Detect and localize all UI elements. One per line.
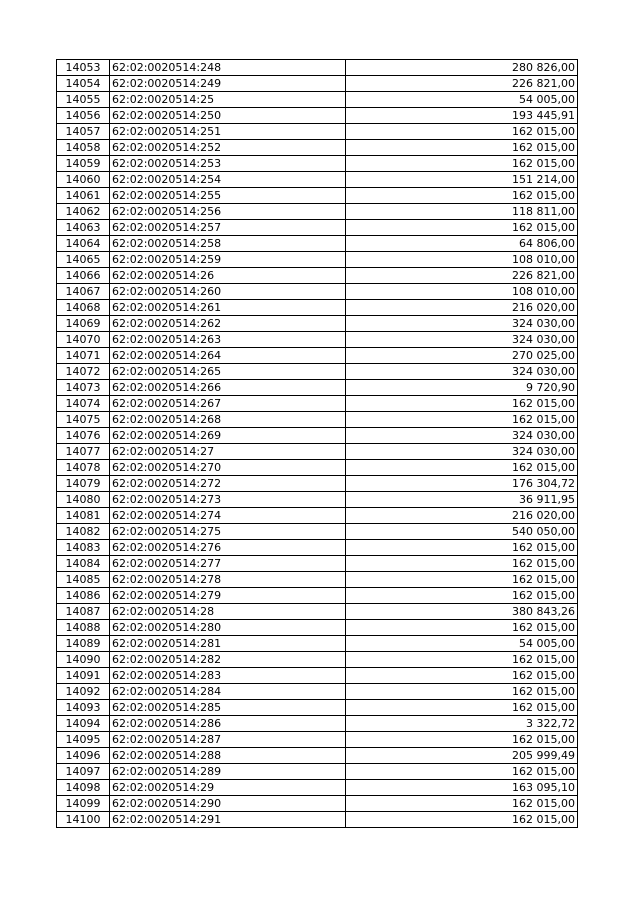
table-row xyxy=(57,684,578,700)
cadastral-number-cell: 62:02:0020514:265 xyxy=(110,364,346,380)
cadastral-number-cell: 62:02:0020514:263 xyxy=(110,332,346,348)
table-row xyxy=(57,236,578,252)
cadastral-value-cell: 162 015,00 xyxy=(346,124,578,140)
table-row xyxy=(57,220,578,236)
cadastral-value-cell: 162 015,00 xyxy=(346,764,578,780)
cadastral-number-cell: 62:02:0020514:268 xyxy=(110,412,346,428)
cadastral-number-cell: 62:02:0020514:255 xyxy=(110,188,346,204)
row-number-cell: 14090 xyxy=(57,652,110,668)
table-row xyxy=(57,364,578,380)
table-row xyxy=(57,284,578,300)
table-row xyxy=(57,252,578,268)
cadastral-value-cell: 193 445,91 xyxy=(346,108,578,124)
table-row xyxy=(57,204,578,220)
table-row xyxy=(57,812,578,828)
table-body xyxy=(57,60,578,828)
cadastral-value-cell: 162 015,00 xyxy=(346,700,578,716)
cadastral-number-cell: 62:02:0020514:281 xyxy=(110,636,346,652)
table-row xyxy=(57,700,578,716)
table-row xyxy=(57,588,578,604)
cadastral-number-cell: 62:02:0020514:262 xyxy=(110,316,346,332)
table-row xyxy=(57,748,578,764)
cadastral-number-cell: 62:02:0020514:270 xyxy=(110,460,346,476)
table-row xyxy=(57,540,578,556)
table-row xyxy=(57,156,578,172)
table-row xyxy=(57,60,578,76)
table-row xyxy=(57,764,578,780)
cadastral-value-cell: 324 030,00 xyxy=(346,428,578,444)
cadastral-value-cell: 36 911,95 xyxy=(346,492,578,508)
cadastral-value-cell: 162 015,00 xyxy=(346,556,578,572)
table-row xyxy=(57,572,578,588)
cadastral-number-cell: 62:02:0020514:259 xyxy=(110,252,346,268)
cadastral-value-cell: 162 015,00 xyxy=(346,668,578,684)
row-number-cell: 14098 xyxy=(57,780,110,796)
cadastral-value-cell: 108 010,00 xyxy=(346,284,578,300)
cadastral-number-cell: 62:02:0020514:276 xyxy=(110,540,346,556)
row-number-cell: 14068 xyxy=(57,300,110,316)
cadastral-number-cell: 62:02:0020514:287 xyxy=(110,732,346,748)
table-row xyxy=(57,300,578,316)
cadastral-number-cell: 62:02:0020514:269 xyxy=(110,428,346,444)
row-number-cell: 14069 xyxy=(57,316,110,332)
cadastral-number-cell: 62:02:0020514:264 xyxy=(110,348,346,364)
row-number-cell: 14096 xyxy=(57,748,110,764)
cadastral-number-cell: 62:02:0020514:279 xyxy=(110,588,346,604)
cadastral-number-cell: 62:02:0020514:284 xyxy=(110,684,346,700)
cadastral-number-cell: 62:02:0020514:256 xyxy=(110,204,346,220)
row-number-cell: 14057 xyxy=(57,124,110,140)
cadastral-number-cell: 62:02:0020514:282 xyxy=(110,652,346,668)
cadastral-number-cell: 62:02:0020514:272 xyxy=(110,476,346,492)
cadastral-value-cell: 162 015,00 xyxy=(346,396,578,412)
table-row xyxy=(57,652,578,668)
cadastral-number-cell: 62:02:0020514:280 xyxy=(110,620,346,636)
cadastral-number-cell: 62:02:0020514:275 xyxy=(110,524,346,540)
cadastral-number-cell: 62:02:0020514:27 xyxy=(110,444,346,460)
cadastral-value-cell: 3 322,72 xyxy=(346,716,578,732)
cadastral-value-cell: 162 015,00 xyxy=(346,652,578,668)
cadastral-value-cell: 54 005,00 xyxy=(346,636,578,652)
cadastral-value-cell: 9 720,90 xyxy=(346,380,578,396)
cadastral-number-cell: 62:02:0020514:254 xyxy=(110,172,346,188)
table-row xyxy=(57,716,578,732)
cadastral-number-cell: 62:02:0020514:290 xyxy=(110,796,346,812)
row-number-cell: 14071 xyxy=(57,348,110,364)
cadastral-value-cell: 108 010,00 xyxy=(346,252,578,268)
row-number-cell: 14097 xyxy=(57,764,110,780)
table-row xyxy=(57,124,578,140)
cadastral-value-cell: 162 015,00 xyxy=(346,812,578,828)
row-number-cell: 14091 xyxy=(57,668,110,684)
cadastral-number-cell: 62:02:0020514:273 xyxy=(110,492,346,508)
table-row xyxy=(57,732,578,748)
table-row xyxy=(57,620,578,636)
cadastral-number-cell: 62:02:0020514:25 xyxy=(110,92,346,108)
cadastral-value-cell: 162 015,00 xyxy=(346,188,578,204)
cadastral-value-cell: 162 015,00 xyxy=(346,684,578,700)
cadastral-value-cell: 162 015,00 xyxy=(346,156,578,172)
table-row xyxy=(57,492,578,508)
cadastral-value-cell: 162 015,00 xyxy=(346,220,578,236)
cadastral-value-cell: 216 020,00 xyxy=(346,508,578,524)
cadastral-number-cell: 62:02:0020514:253 xyxy=(110,156,346,172)
row-number-cell: 14075 xyxy=(57,412,110,428)
row-number-cell: 14070 xyxy=(57,332,110,348)
table-row xyxy=(57,668,578,684)
row-number-cell: 14088 xyxy=(57,620,110,636)
row-number-cell: 14080 xyxy=(57,492,110,508)
cadastral-value-cell: 162 015,00 xyxy=(346,796,578,812)
table-row xyxy=(57,188,578,204)
cadastral-number-cell: 62:02:0020514:261 xyxy=(110,300,346,316)
row-number-cell: 14076 xyxy=(57,428,110,444)
cadastral-value-cell: 162 015,00 xyxy=(346,588,578,604)
table-row xyxy=(57,796,578,812)
row-number-cell: 14067 xyxy=(57,284,110,300)
cadastral-number-cell: 62:02:0020514:289 xyxy=(110,764,346,780)
cadastral-number-cell: 62:02:0020514:257 xyxy=(110,220,346,236)
row-number-cell: 14064 xyxy=(57,236,110,252)
cadastral-number-cell: 62:02:0020514:267 xyxy=(110,396,346,412)
table-row xyxy=(57,316,578,332)
row-number-cell: 14073 xyxy=(57,380,110,396)
cadastral-value-cell: 280 826,00 xyxy=(346,60,578,76)
cadastral-value-cell: 205 999,49 xyxy=(346,748,578,764)
row-number-cell: 14082 xyxy=(57,524,110,540)
cadastral-value-cell: 324 030,00 xyxy=(346,316,578,332)
table-row xyxy=(57,332,578,348)
cadastral-value-cell: 226 821,00 xyxy=(346,268,578,284)
row-number-cell: 14093 xyxy=(57,700,110,716)
cadastral-value-cell: 226 821,00 xyxy=(346,76,578,92)
row-number-cell: 14072 xyxy=(57,364,110,380)
cadastral-number-cell: 62:02:0020514:249 xyxy=(110,76,346,92)
row-number-cell: 14060 xyxy=(57,172,110,188)
cadastral-value-cell: 162 015,00 xyxy=(346,460,578,476)
row-number-cell: 14062 xyxy=(57,204,110,220)
cadastral-value-cell: 270 025,00 xyxy=(346,348,578,364)
cadastral-number-cell: 62:02:0020514:258 xyxy=(110,236,346,252)
cadastral-value-cell: 176 304,72 xyxy=(346,476,578,492)
row-number-cell: 14066 xyxy=(57,268,110,284)
row-number-cell: 14065 xyxy=(57,252,110,268)
cadastral-value-cell: 163 095,10 xyxy=(346,780,578,796)
cadastral-value-cell: 118 811,00 xyxy=(346,204,578,220)
cadastral-number-cell: 62:02:0020514:260 xyxy=(110,284,346,300)
row-number-cell: 14085 xyxy=(57,572,110,588)
table-row xyxy=(57,604,578,620)
table-row xyxy=(57,508,578,524)
row-number-cell: 14086 xyxy=(57,588,110,604)
cadastral-value-cell: 162 015,00 xyxy=(346,732,578,748)
table-row xyxy=(57,108,578,124)
table-row xyxy=(57,444,578,460)
cadastral-number-cell: 62:02:0020514:286 xyxy=(110,716,346,732)
table-row xyxy=(57,636,578,652)
cadastral-number-cell: 62:02:0020514:266 xyxy=(110,380,346,396)
row-number-cell: 14077 xyxy=(57,444,110,460)
cadastral-value-cell: 64 806,00 xyxy=(346,236,578,252)
cadastral-value-cell: 162 015,00 xyxy=(346,140,578,156)
row-number-cell: 14094 xyxy=(57,716,110,732)
row-number-cell: 14100 xyxy=(57,812,110,828)
table-row xyxy=(57,380,578,396)
cadastral-number-cell: 62:02:0020514:278 xyxy=(110,572,346,588)
row-number-cell: 14055 xyxy=(57,92,110,108)
cadastral-value-cell: 324 030,00 xyxy=(346,332,578,348)
row-number-cell: 14054 xyxy=(57,76,110,92)
row-number-cell: 14092 xyxy=(57,684,110,700)
table-row xyxy=(57,476,578,492)
cadastral-number-cell: 62:02:0020514:250 xyxy=(110,108,346,124)
cadastral-value-cell: 162 015,00 xyxy=(346,572,578,588)
cadastral-value-cell: 162 015,00 xyxy=(346,412,578,428)
row-number-cell: 14063 xyxy=(57,220,110,236)
row-number-cell: 14095 xyxy=(57,732,110,748)
cadastral-number-cell: 62:02:0020514:251 xyxy=(110,124,346,140)
cadastral-value-cell: 54 005,00 xyxy=(346,92,578,108)
cadastral-value-cell: 162 015,00 xyxy=(346,620,578,636)
table-row xyxy=(57,92,578,108)
row-number-cell: 14078 xyxy=(57,460,110,476)
row-number-cell: 14074 xyxy=(57,396,110,412)
table-row xyxy=(57,268,578,284)
table-row xyxy=(57,140,578,156)
cadastral-number-cell: 62:02:0020514:29 xyxy=(110,780,346,796)
table-row xyxy=(57,428,578,444)
cadastral-number-cell: 62:02:0020514:28 xyxy=(110,604,346,620)
row-number-cell: 14056 xyxy=(57,108,110,124)
cadastral-value-table xyxy=(56,59,578,828)
cadastral-number-cell: 62:02:0020514:248 xyxy=(110,60,346,76)
cadastral-value-cell: 324 030,00 xyxy=(346,364,578,380)
row-number-cell: 14053 xyxy=(57,60,110,76)
table-row xyxy=(57,396,578,412)
cadastral-value-cell: 216 020,00 xyxy=(346,300,578,316)
row-number-cell: 14083 xyxy=(57,540,110,556)
table-row xyxy=(57,460,578,476)
row-number-cell: 14089 xyxy=(57,636,110,652)
cadastral-value-cell: 540 050,00 xyxy=(346,524,578,540)
row-number-cell: 14079 xyxy=(57,476,110,492)
row-number-cell: 14059 xyxy=(57,156,110,172)
row-number-cell: 14058 xyxy=(57,140,110,156)
table-row xyxy=(57,556,578,572)
cadastral-number-cell: 62:02:0020514:274 xyxy=(110,508,346,524)
cadastral-number-cell: 62:02:0020514:26 xyxy=(110,268,346,284)
cadastral-number-cell: 62:02:0020514:285 xyxy=(110,700,346,716)
cadastral-value-cell: 324 030,00 xyxy=(346,444,578,460)
cadastral-number-cell: 62:02:0020514:283 xyxy=(110,668,346,684)
table-row xyxy=(57,172,578,188)
cadastral-number-cell: 62:02:0020514:288 xyxy=(110,748,346,764)
row-number-cell: 14061 xyxy=(57,188,110,204)
row-number-cell: 14081 xyxy=(57,508,110,524)
cadastral-number-cell: 62:02:0020514:291 xyxy=(110,812,346,828)
table-row xyxy=(57,412,578,428)
cadastral-value-cell: 162 015,00 xyxy=(346,540,578,556)
cadastral-value-cell: 380 843,26 xyxy=(346,604,578,620)
table-row xyxy=(57,780,578,796)
row-number-cell: 14099 xyxy=(57,796,110,812)
table-row xyxy=(57,524,578,540)
table-row xyxy=(57,348,578,364)
cadastral-number-cell: 62:02:0020514:252 xyxy=(110,140,346,156)
cadastral-number-cell: 62:02:0020514:277 xyxy=(110,556,346,572)
row-number-cell: 14087 xyxy=(57,604,110,620)
cadastral-value-cell: 151 214,00 xyxy=(346,172,578,188)
row-number-cell: 14084 xyxy=(57,556,110,572)
table-row xyxy=(57,76,578,92)
